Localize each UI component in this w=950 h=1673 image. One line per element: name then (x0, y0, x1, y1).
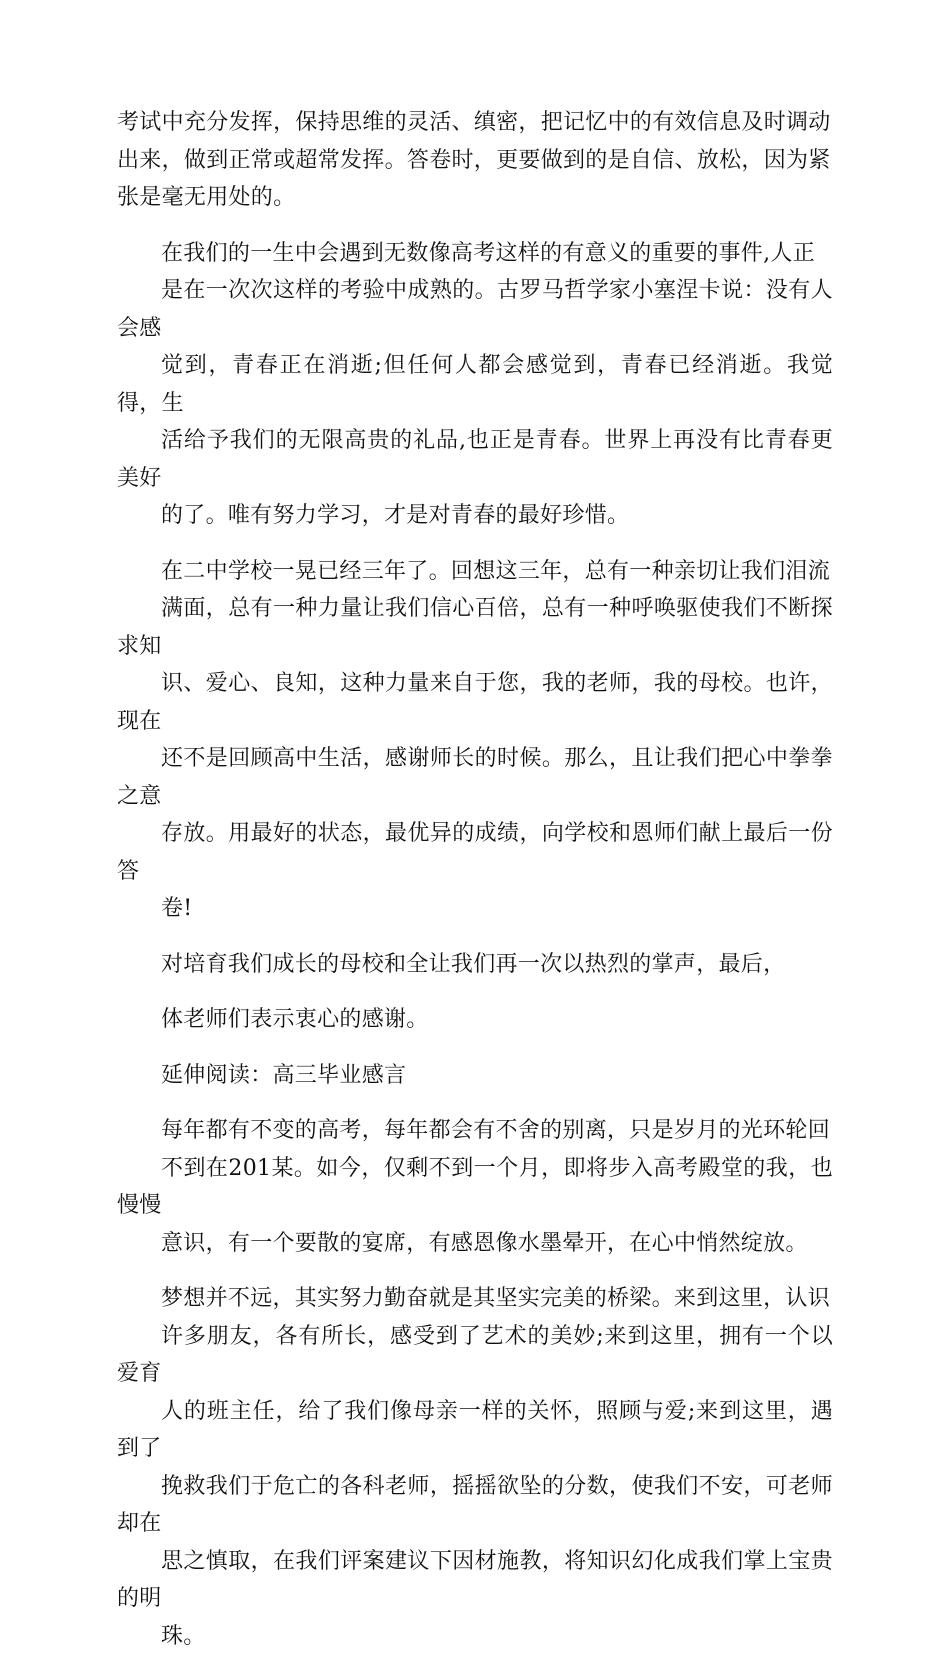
text-line: 每年都有不变的高考，每年都会有不舍的别离，只是岁月的光环轮回 (161, 1118, 831, 1143)
text-line: 是在一次次这样的考验中成熟的。古罗马哲学家小塞涅卡说：没有人会感 (117, 278, 833, 341)
text-line: 识、爱心、良知，这种力量来自于您，我的老师，我的母校。也许，现在 (117, 671, 833, 734)
text-line: 挽救我们于危亡的各科老师，摇摇欲坠的分数，使我们不安，可老师却在 (117, 1473, 833, 1536)
text-line: 对培育我们成长的母校和全让我们再一次以热烈的掌声，最后， (161, 951, 786, 977)
text-line: 出来，做到正常或超常发挥。答卷时，更要做到的是自信、放松，因为紧 (117, 147, 831, 173)
text-line: 张是毫无用处的。 (117, 185, 296, 210)
paragraph (117, 1112, 833, 1262)
paragraph (117, 553, 833, 928)
text-line: 考试中充分发挥，保持思维的灵活、缜密，把记忆中的有效信息及时调动 (117, 110, 831, 135)
text-line: 体老师们表示衷心的感谢。 (161, 1007, 429, 1032)
paragraph (117, 946, 833, 984)
paragraph (117, 235, 833, 535)
text-line: 延伸阅读：高三毕业感言 (161, 1062, 407, 1088)
text-line: 人的班主任，给了我们像母亲一样的关怀，照顾与爱;来到这里，遇到了 (117, 1398, 833, 1461)
document-page (117, 104, 833, 1673)
paragraph (117, 1057, 833, 1095)
text-line: 梦想并不远，其实努力勤奋就是其坚实完美的桥梁。来到这里，认识 (161, 1286, 831, 1311)
text-line: 思之慎取，在我们评案建议下因材施教，将知识幻化成我们掌上宝贵的明 (117, 1548, 833, 1611)
paragraph (117, 1001, 833, 1039)
text-line: 意识，有一个要散的宴席，有感恩像水墨晕开，在心中悄然绽放。 (161, 1230, 808, 1256)
text-line: 在二中学校一晃已经三年了。回想这三年，总有一种亲切让我们泪流 (161, 558, 831, 584)
text-line: 不到在201某。如今，仅剩不到一个月，即将步入高考殿堂的我，也慢慢 (117, 1155, 833, 1218)
text-line: 满面，总有一种力量让我们信心百倍，总有一种呼唤驱使我们不断探求知 (117, 596, 833, 659)
text-line: 觉到，青春正在消逝;但任何人都会感觉到，青春已经消逝。我觉得，生 (117, 353, 833, 416)
text-line: 的了。唯有努力学习，才是对青春的最好珍惜。 (161, 503, 630, 528)
text-line: 活给予我们的无限高贵的礼品,也正是青春。世界上再没有比青春更美好 (117, 428, 833, 491)
paragraph (117, 104, 833, 217)
paragraph (117, 1280, 833, 1655)
text-line: 卷! (161, 896, 193, 921)
text-line: 在我们的一生中会遇到无数像高考这样的有意义的重要的事件,人正 (161, 240, 815, 266)
text-line: 存放。用最好的状态，最优异的成绩，向学校和恩师们献上最后一份答 (117, 821, 833, 884)
text-line: 许多朋友，各有所长，感受到了艺术的美妙;来到这里，拥有一个以爱育 (117, 1323, 833, 1386)
text-line: 珠。 (161, 1623, 206, 1649)
text-line: 还不是回顾高中生活，感谢师长的时候。那么，且让我们把心中拳拳之意 (117, 746, 833, 809)
